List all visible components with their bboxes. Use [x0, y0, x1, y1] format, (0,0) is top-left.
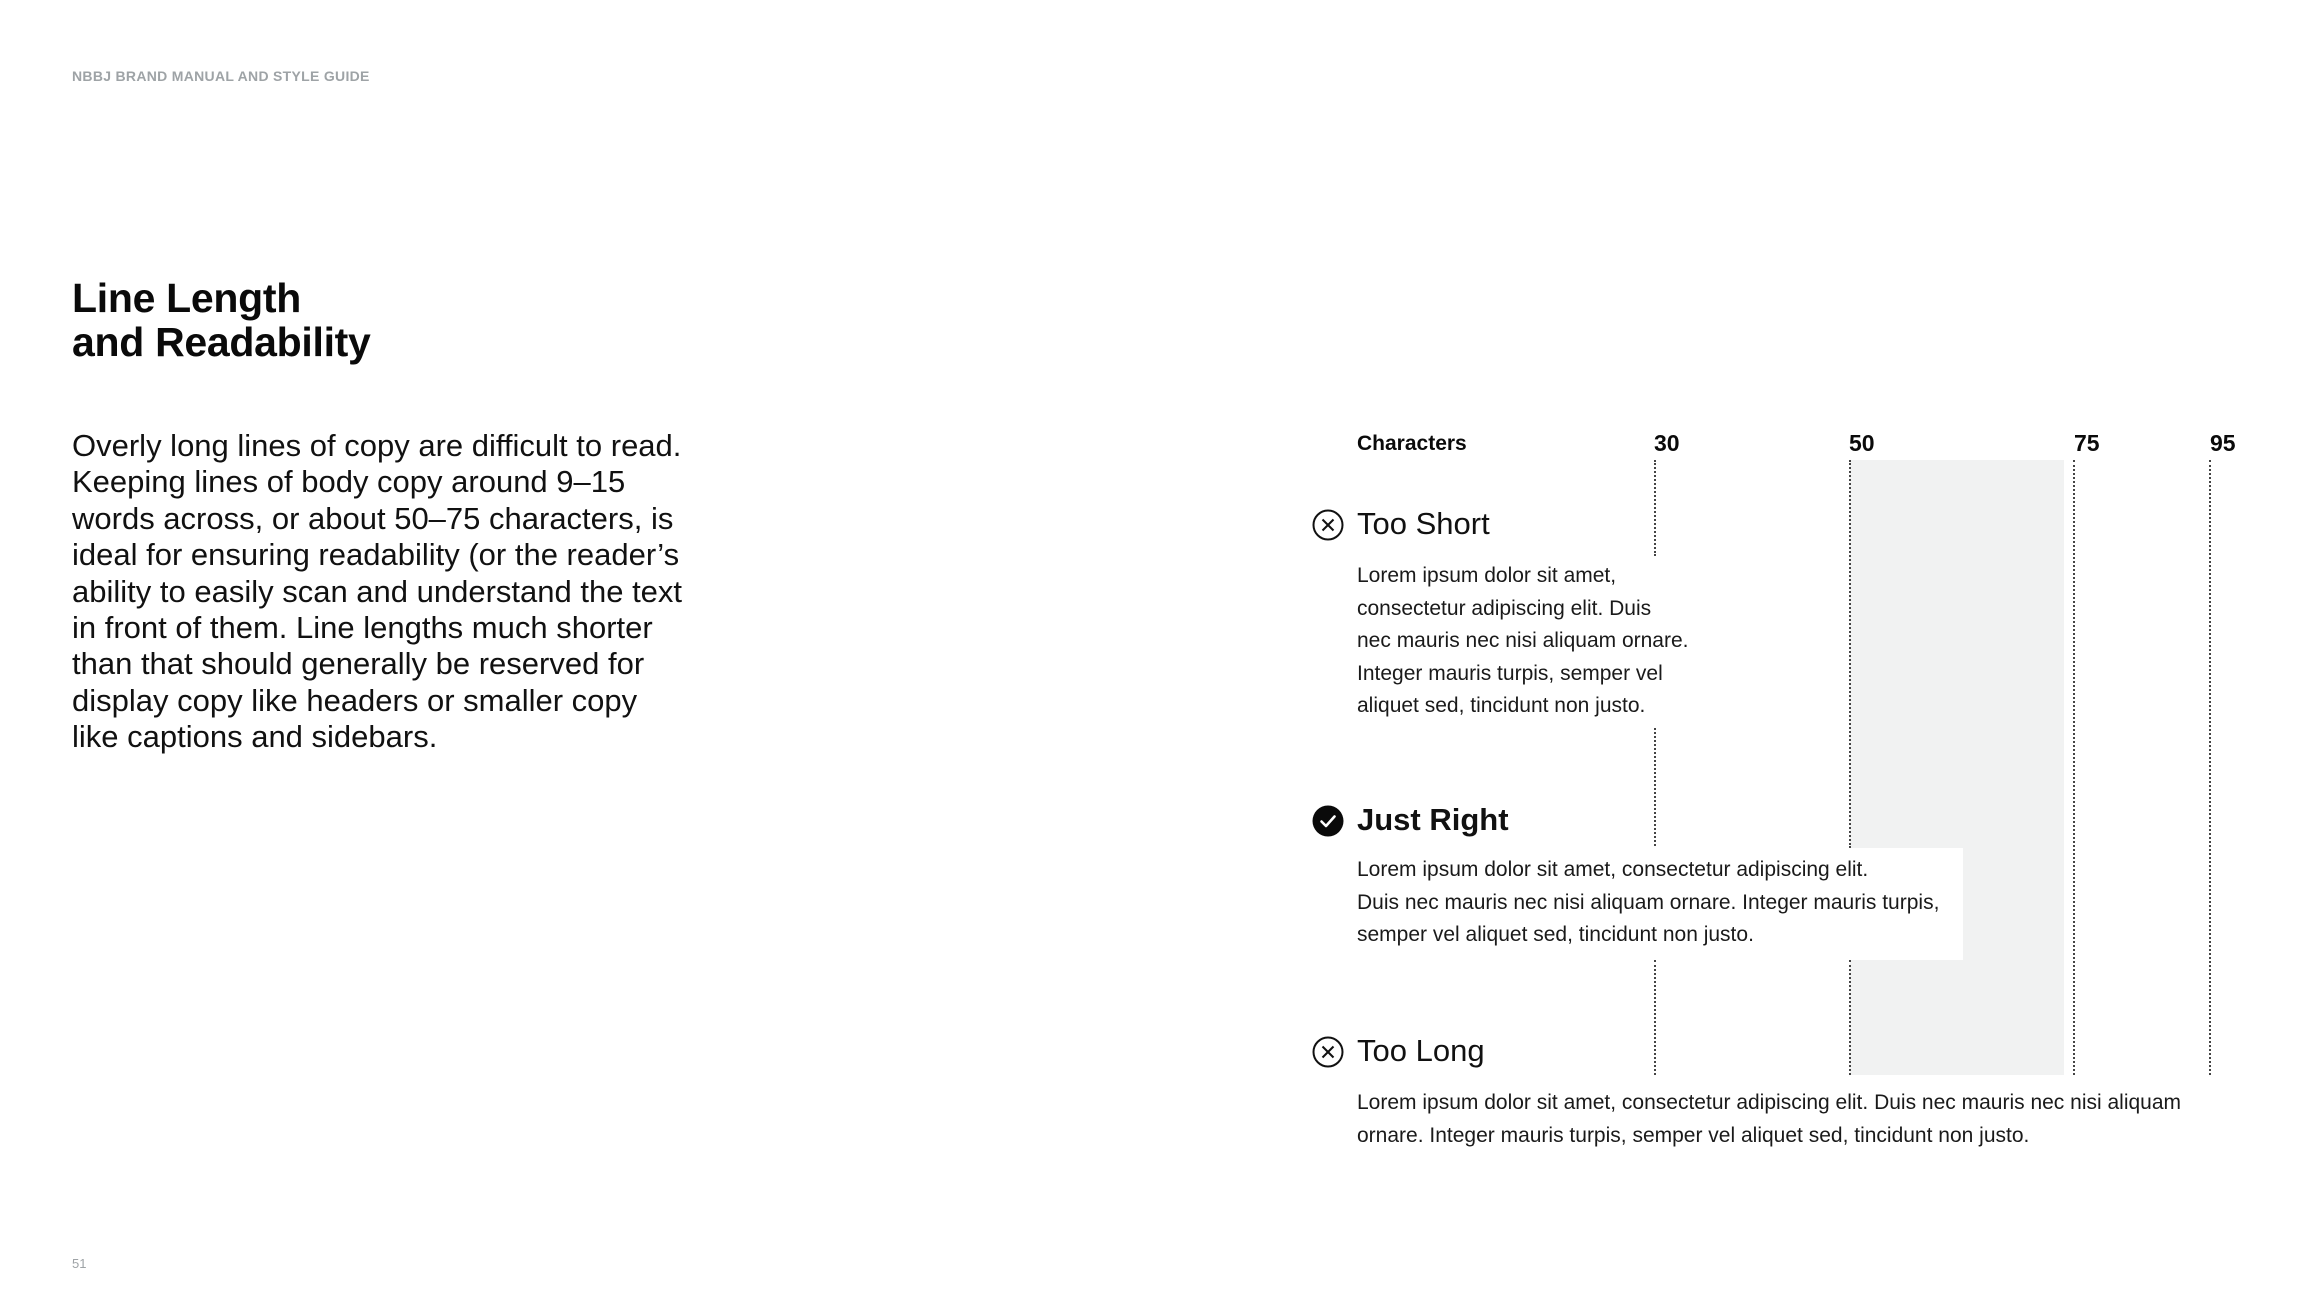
- guide-line-50: [1849, 960, 1851, 1075]
- sample-line: consectetur adipiscing elit. Duis: [1357, 596, 1652, 620]
- page-title-line-2: and Readability: [72, 319, 371, 365]
- check-circle-icon: [1312, 805, 1344, 837]
- sample-heading-too-short: Too Short: [1357, 506, 1490, 541]
- guide-line-30: [1654, 728, 1656, 846]
- sample-line: aliquet sed, tincidunt non justo.: [1357, 694, 1646, 717]
- sample-heading-too-long: Too Long: [1357, 1033, 1485, 1068]
- guide-line-75: [2073, 460, 2075, 1075]
- axis-title: Characters: [1357, 432, 1467, 455]
- sample-line: Duis nec mauris nec nisi aliquam ornare. Integer mauris turpis,: [1357, 890, 1940, 914]
- page-number: 51: [72, 1256, 87, 1271]
- sample-line: ornare. Integer mauris turpis, semper vel aliquet sed, tincidunt non justo.: [1357, 1123, 2030, 1147]
- sample-text-too-short: [1357, 560, 1689, 723]
- sample-line: nec mauris nec nisi aliquam ornare.: [1357, 629, 1689, 652]
- tick-label-30: 30: [1654, 430, 1680, 456]
- x-circle-icon: [1312, 509, 1344, 541]
- sample-heading-just-right: Just Right: [1357, 802, 1509, 837]
- guide-line-50: [1849, 460, 1851, 848]
- x-circle-icon: [1312, 1036, 1344, 1068]
- sample-line: Lorem ipsum dolor sit amet,: [1357, 564, 1617, 587]
- body-paragraph: Overly long lines of copy are difficult to read. Keeping lines of body copy around 9–15 words across, or about 50–75 characters, is ideal for ensuring readability (or the reader’s ability to easily scan and understand the text in front of them. Line lengths much shorter than that should generally be reserved for display copy like headers or smaller copy like captions and sidebars.: [72, 428, 683, 755]
- sample-text-just-right: [1357, 848, 1963, 960]
- sample-text-too-long: [1357, 1087, 2181, 1152]
- tick-label-50: 50: [1849, 430, 1875, 456]
- tick-label-75: 75: [2074, 430, 2100, 456]
- sample-line: semper vel aliquet sed, tincidunt non justo.: [1357, 923, 1754, 946]
- guide-line-95: [2209, 460, 2211, 1075]
- guide-line-30: [1654, 960, 1656, 1075]
- guide-line-30: [1654, 460, 1656, 556]
- page-title-line-1: Line Length: [72, 275, 302, 321]
- sample-line: Integer mauris turpis, semper vel: [1357, 661, 1663, 685]
- tick-label-95: 95: [2210, 430, 2236, 456]
- sample-line: Lorem ipsum dolor sit amet, consectetur adipiscing elit. Duis nec mauris nec nisi aliquam: [1357, 1091, 2182, 1114]
- document-header-label: NBBJ BRAND MANUAL AND STYLE GUIDE: [72, 68, 370, 84]
- sample-line: Lorem ipsum dolor sit amet, consectetur adipiscing elit.: [1357, 858, 1869, 881]
- ideal-range-zone: [1850, 460, 2064, 1075]
